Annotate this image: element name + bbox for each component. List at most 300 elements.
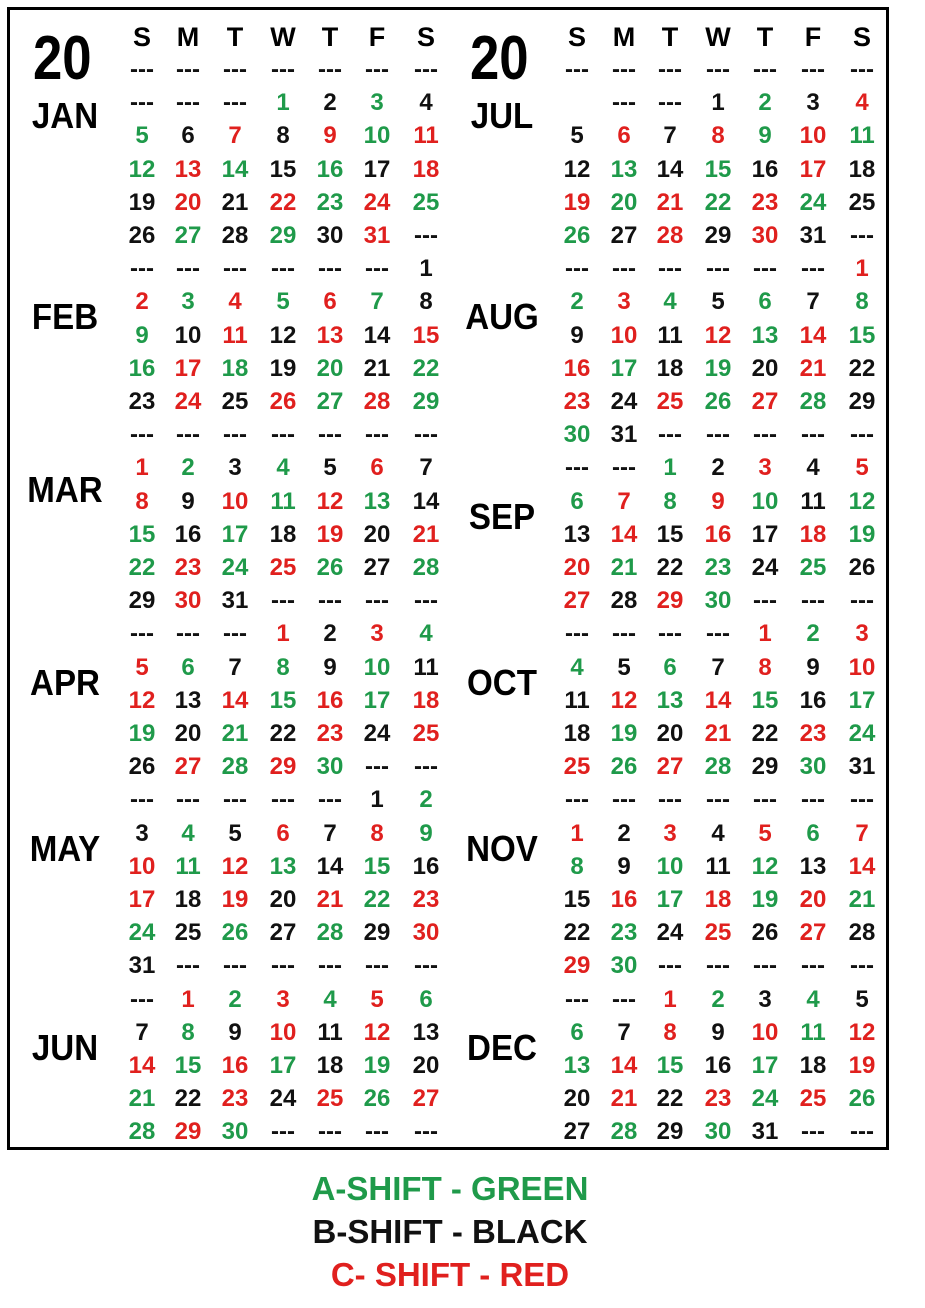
day-cell: 4 [806,985,820,1013]
day-cell: 13 [610,155,638,183]
day-cell: 5 [570,122,584,150]
day-cell: 25 [704,919,732,947]
day-cell: 15 [563,886,591,913]
day-cell: 4 [419,89,433,117]
day-cell: 17 [751,1052,779,1079]
day-cell: 22 [128,554,156,581]
day-cell: 24 [610,388,638,415]
day-cell: 29 [269,222,297,249]
empty-day: --- [365,56,389,83]
day-cell: 17 [221,520,249,548]
day-cell: 12 [316,487,344,515]
day-cell: 16 [316,155,344,183]
day-cell: 13 [751,321,779,349]
day-cell: 1 [711,89,725,117]
empty-day: --- [271,1118,295,1146]
day-cell: 6 [419,985,433,1013]
day-cell: 2 [135,288,149,316]
day-cell: 11 [222,321,248,349]
day-cell: 16 [704,1052,732,1079]
day-cell: 13 [269,852,297,880]
day-cell: 23 [316,720,344,747]
empty-day: --- [318,1118,342,1146]
day-cell: 20 [174,188,202,216]
day-cell: 8 [276,653,290,681]
month-label: JUL [470,95,534,136]
empty-day: --- [612,56,636,83]
day-cell: 9 [617,852,631,880]
empty-day: --- [414,421,438,449]
day-cell: 22 [563,919,591,947]
day-cell: 31 [221,587,249,615]
day-cell: 18 [174,886,202,913]
day-cell: 27 [610,222,638,249]
day-cell: 10 [610,321,638,349]
day-cell: 27 [174,753,202,781]
empty-day: --- [658,89,682,117]
day-cell: 12 [610,686,638,714]
empty-day: --- [612,620,636,648]
empty-day: --- [223,255,247,283]
day-cell: 13 [174,686,202,714]
empty-day: --- [753,786,777,814]
month-label: OCT [467,661,537,703]
day-cell: 1 [570,819,584,847]
day-cell: 23 [412,886,440,913]
empty-day: --- [565,620,589,648]
day-cell: 31 [128,952,156,980]
day-cell: 19 [128,188,156,216]
empty-day: --- [706,56,730,83]
day-cell: 31 [751,1118,779,1146]
empty-day: --- [753,421,777,449]
day-cell: 15 [363,852,391,880]
day-cell: 30 [704,587,732,615]
day-cell: 15 [269,686,297,714]
day-cell: 8 [181,1018,195,1046]
empty-day: --- [271,421,295,449]
day-cell: 4 [228,288,242,316]
day-cell: 11 [175,852,201,880]
legend-a-shift: A-SHIFT - GREEN [311,1170,589,1207]
day-cell: 8 [135,487,149,515]
day-cell: 25 [174,919,202,947]
day-cell: 23 [128,388,156,415]
weekday-header: T [661,22,679,52]
day-cell: 10 [363,653,391,681]
day-cell: 18 [412,686,440,714]
day-cell: 4 [181,819,195,847]
empty-day: --- [318,587,342,615]
month-label: MAR [27,469,103,511]
day-cell: 6 [370,454,384,482]
day-cell: 6 [323,288,337,316]
day-cell: 9 [135,321,149,349]
day-cell: 5 [135,122,149,150]
empty-day: --- [271,255,295,283]
day-cell: 29 [751,753,779,781]
day-cell: 23 [221,1085,249,1113]
day-cell: 2 [570,288,584,316]
day-cell: 6 [570,487,584,515]
day-cell: 29 [363,919,391,947]
empty-day: --- [223,952,247,980]
empty-day: --- [130,985,154,1013]
day-cell: 26 [316,554,344,581]
day-cell: 7 [617,487,631,515]
weekday-header: S [567,22,586,52]
day-cell: 6 [617,122,631,150]
day-cell: 7 [617,1018,631,1046]
day-cell: 23 [610,919,638,947]
empty-day: --- [706,952,730,980]
day-cell: 30 [563,421,591,449]
day-cell: 11 [270,487,296,515]
empty-day: --- [365,255,389,283]
day-cell: 11 [317,1018,343,1046]
empty-day: --- [850,952,874,980]
day-cell: 19 [848,1052,876,1079]
day-cell: 28 [799,388,827,415]
day-cell: 19 [610,720,638,747]
day-cell: 22 [656,554,684,581]
day-cell: 6 [181,122,195,150]
empty-day: --- [318,421,342,449]
day-cell: 20 [269,886,297,913]
weekday-header: W [705,22,731,52]
day-cell: 5 [323,454,337,482]
day-cell: 19 [751,886,779,913]
day-cell: 22 [363,886,391,913]
day-cell: 3 [370,89,384,117]
day-cell: 29 [704,222,732,249]
day-cell: 7 [711,653,725,681]
day-cell: 4 [806,454,820,482]
day-cell: 23 [704,1085,732,1113]
day-cell: 24 [269,1085,297,1113]
day-cell: 18 [704,886,732,913]
day-cell: 24 [128,919,156,947]
day-cell: 7 [228,653,242,681]
day-cell: 27 [269,919,297,947]
day-cell: 1 [855,255,869,283]
empty-day: --- [565,454,589,482]
month-label: NOV [466,827,538,869]
empty-day: --- [318,952,342,980]
day-cell: 3 [181,288,195,316]
day-cell: 18 [799,1052,827,1079]
empty-day: --- [850,786,874,814]
empty-day: --- [658,620,682,648]
empty-day: --- [565,255,589,283]
day-cell: 15 [656,1052,684,1079]
empty-day: --- [130,421,154,449]
day-cell: 14 [412,487,440,515]
weekday-header: T [756,22,774,52]
year-label: 20 [33,24,92,93]
day-cell: 24 [363,720,391,747]
day-cell: 29 [656,587,684,615]
day-cell: 29 [269,753,297,781]
day-cell: 22 [269,188,297,216]
empty-day: --- [130,620,154,648]
day-cell: 26 [363,1085,391,1113]
empty-day: --- [271,587,295,615]
day-cell: 10 [751,487,779,515]
day-cell: 25 [563,753,591,781]
day-cell: 28 [221,222,249,249]
day-cell: 28 [128,1118,156,1146]
empty-day: --- [801,587,825,615]
empty-day: --- [223,786,247,814]
day-cell: 17 [269,1052,297,1079]
empty-day: --- [850,421,874,449]
empty-day: --- [801,421,825,449]
day-cell: 26 [221,919,249,947]
day-cell: 21 [610,1085,638,1113]
day-cell: 16 [128,354,156,382]
day-cell: 16 [316,686,344,714]
day-cell: 21 [848,886,876,913]
day-cell: 1 [276,89,290,117]
day-cell: 28 [221,753,249,781]
day-cell: 24 [848,720,876,747]
day-cell: 11 [800,1018,826,1046]
day-cell: 28 [363,388,391,415]
day-cell: 18 [221,354,249,382]
day-cell: 25 [656,388,684,415]
empty-day: --- [850,56,874,83]
day-cell: 21 [610,554,638,581]
day-cell: 16 [412,852,440,880]
day-cell: 14 [799,321,827,349]
day-cell: 10 [269,1018,297,1046]
day-cell: 20 [316,354,344,382]
empty-day: --- [176,421,200,449]
day-cell: 25 [412,720,440,747]
empty-day: --- [223,421,247,449]
day-cell: 26 [563,222,591,249]
day-cell: 13 [316,321,344,349]
day-cell: 29 [174,1118,202,1146]
day-cell: 2 [323,620,337,648]
empty-day: --- [414,1118,438,1146]
day-cell: 15 [128,520,156,548]
day-cell: 19 [221,886,249,913]
day-cell: 11 [705,852,731,880]
day-cell: 17 [751,520,779,548]
day-cell: 11 [849,122,875,150]
day-cell: 23 [751,188,779,216]
day-cell: 21 [704,720,732,747]
month-label: APR [30,661,100,703]
day-cell: 28 [412,554,440,581]
day-cell: 3 [758,454,772,482]
empty-day: --- [612,255,636,283]
day-cell: 24 [799,188,827,216]
day-cell: 21 [799,354,827,382]
day-cell: 16 [704,520,732,548]
day-cell: 23 [704,554,732,581]
day-cell: 26 [751,919,779,947]
day-cell: 8 [276,122,290,150]
empty-day: --- [612,985,636,1013]
empty-day: --- [271,786,295,814]
day-cell: 18 [848,155,876,183]
day-cell: 7 [663,122,677,150]
empty-day: --- [365,587,389,615]
weekday-header: S [852,22,871,52]
weekday-header: W [270,22,296,52]
day-cell: 3 [276,985,290,1013]
day-cell: 8 [663,487,677,515]
day-cell: 1 [135,454,149,482]
month-label: DEC [467,1026,537,1068]
day-cell: 26 [610,753,638,781]
day-cell: 12 [363,1018,391,1046]
day-cell: 11 [657,321,683,349]
day-cell: 9 [323,653,337,681]
empty-day: --- [223,89,247,117]
weekday-header: T [226,22,244,52]
day-cell: 23 [174,554,202,581]
empty-day: --- [850,587,874,615]
day-cell: 27 [563,587,591,615]
day-cell: 3 [370,620,384,648]
day-cell: 22 [656,1085,684,1113]
day-cell: 12 [751,852,779,880]
day-cell: 25 [412,188,440,216]
day-cell: 12 [128,155,156,183]
day-cell: 25 [316,1085,344,1113]
empty-day: --- [223,620,247,648]
day-cell: 15 [751,686,779,714]
day-cell: 10 [799,122,827,150]
day-cell: 14 [610,520,638,548]
day-cell: 4 [419,620,433,648]
day-cell: 30 [174,587,202,615]
day-cell: 15 [412,321,440,349]
empty-day: --- [176,786,200,814]
day-cell: 7 [323,819,337,847]
day-cell: 9 [806,653,820,681]
day-cell: 27 [563,1118,591,1146]
empty-day: --- [365,753,389,781]
day-cell: 7 [135,1018,149,1046]
day-cell: 14 [610,1052,638,1079]
legend-c-shift: C- SHIFT - RED [330,1256,570,1293]
day-cell: 9 [181,487,195,515]
day-cell: 8 [370,819,384,847]
empty-day: --- [414,587,438,615]
day-cell: 21 [221,188,249,216]
day-cell: 6 [663,653,677,681]
empty-day: --- [565,56,589,83]
day-cell: 7 [855,819,869,847]
empty-day: --- [318,255,342,283]
day-cell: 18 [316,1052,344,1079]
day-cell: 31 [848,753,876,781]
day-cell: 5 [370,985,384,1013]
day-cell: 31 [799,222,827,249]
day-cell: 10 [848,653,876,681]
day-cell: 8 [758,653,772,681]
empty-day: --- [658,421,682,449]
day-cell: 18 [799,520,827,548]
day-cell: 30 [316,222,344,249]
day-cell: 25 [221,388,249,415]
day-cell: 4 [276,454,290,482]
empty-day: --- [414,952,438,980]
empty-day: --- [753,952,777,980]
day-cell: 19 [363,1052,391,1079]
day-cell: 20 [799,886,827,913]
empty-day: --- [658,952,682,980]
weekday-header: F [368,22,386,52]
empty-day: --- [706,786,730,814]
empty-day: --- [658,56,682,83]
day-cell: 2 [711,454,725,482]
day-cell: 20 [563,1085,591,1113]
empty-day: --- [706,255,730,283]
empty-day: --- [801,255,825,283]
day-cell: 30 [704,1118,732,1146]
day-cell: 30 [221,1118,249,1146]
day-cell: 7 [228,122,242,150]
day-cell: 21 [316,886,344,913]
day-cell: 23 [316,188,344,216]
day-cell: 13 [799,852,827,880]
day-cell: 10 [128,852,156,880]
legend-b-shift: B-SHIFT - BLACK [312,1213,588,1250]
day-cell: 10 [363,122,391,150]
day-cell: 15 [174,1052,202,1079]
day-cell: 27 [412,1085,440,1113]
day-cell: 1 [419,255,433,283]
day-cell: 1 [663,454,677,482]
day-cell: 9 [570,321,584,349]
day-cell: 30 [799,753,827,781]
day-cell: 25 [848,188,876,216]
day-cell: 22 [704,188,732,216]
day-cell: 17 [610,354,638,382]
empty-day: --- [365,1118,389,1146]
day-cell: 5 [855,985,869,1013]
day-cell: 1 [276,620,290,648]
month-label: JAN [31,95,99,136]
empty-day: --- [612,454,636,482]
day-cell: 27 [363,554,391,581]
empty-day: --- [271,56,295,83]
day-cell: 9 [711,487,725,515]
day-cell: 12 [221,852,249,880]
day-cell: 9 [758,122,772,150]
day-cell: 12 [848,487,876,515]
day-cell: 27 [656,753,684,781]
day-cell: 2 [711,985,725,1013]
day-cell: 30 [610,952,638,980]
day-cell: 8 [711,122,725,150]
month-label: AUG [465,296,539,338]
day-cell: 16 [751,155,779,183]
day-cell: 11 [564,686,590,714]
empty-day: --- [612,89,636,117]
day-cell: 27 [174,222,202,249]
day-cell: 18 [563,720,591,747]
day-cell: 7 [370,288,384,316]
day-cell: 6 [276,819,290,847]
day-cell: 22 [269,720,297,747]
